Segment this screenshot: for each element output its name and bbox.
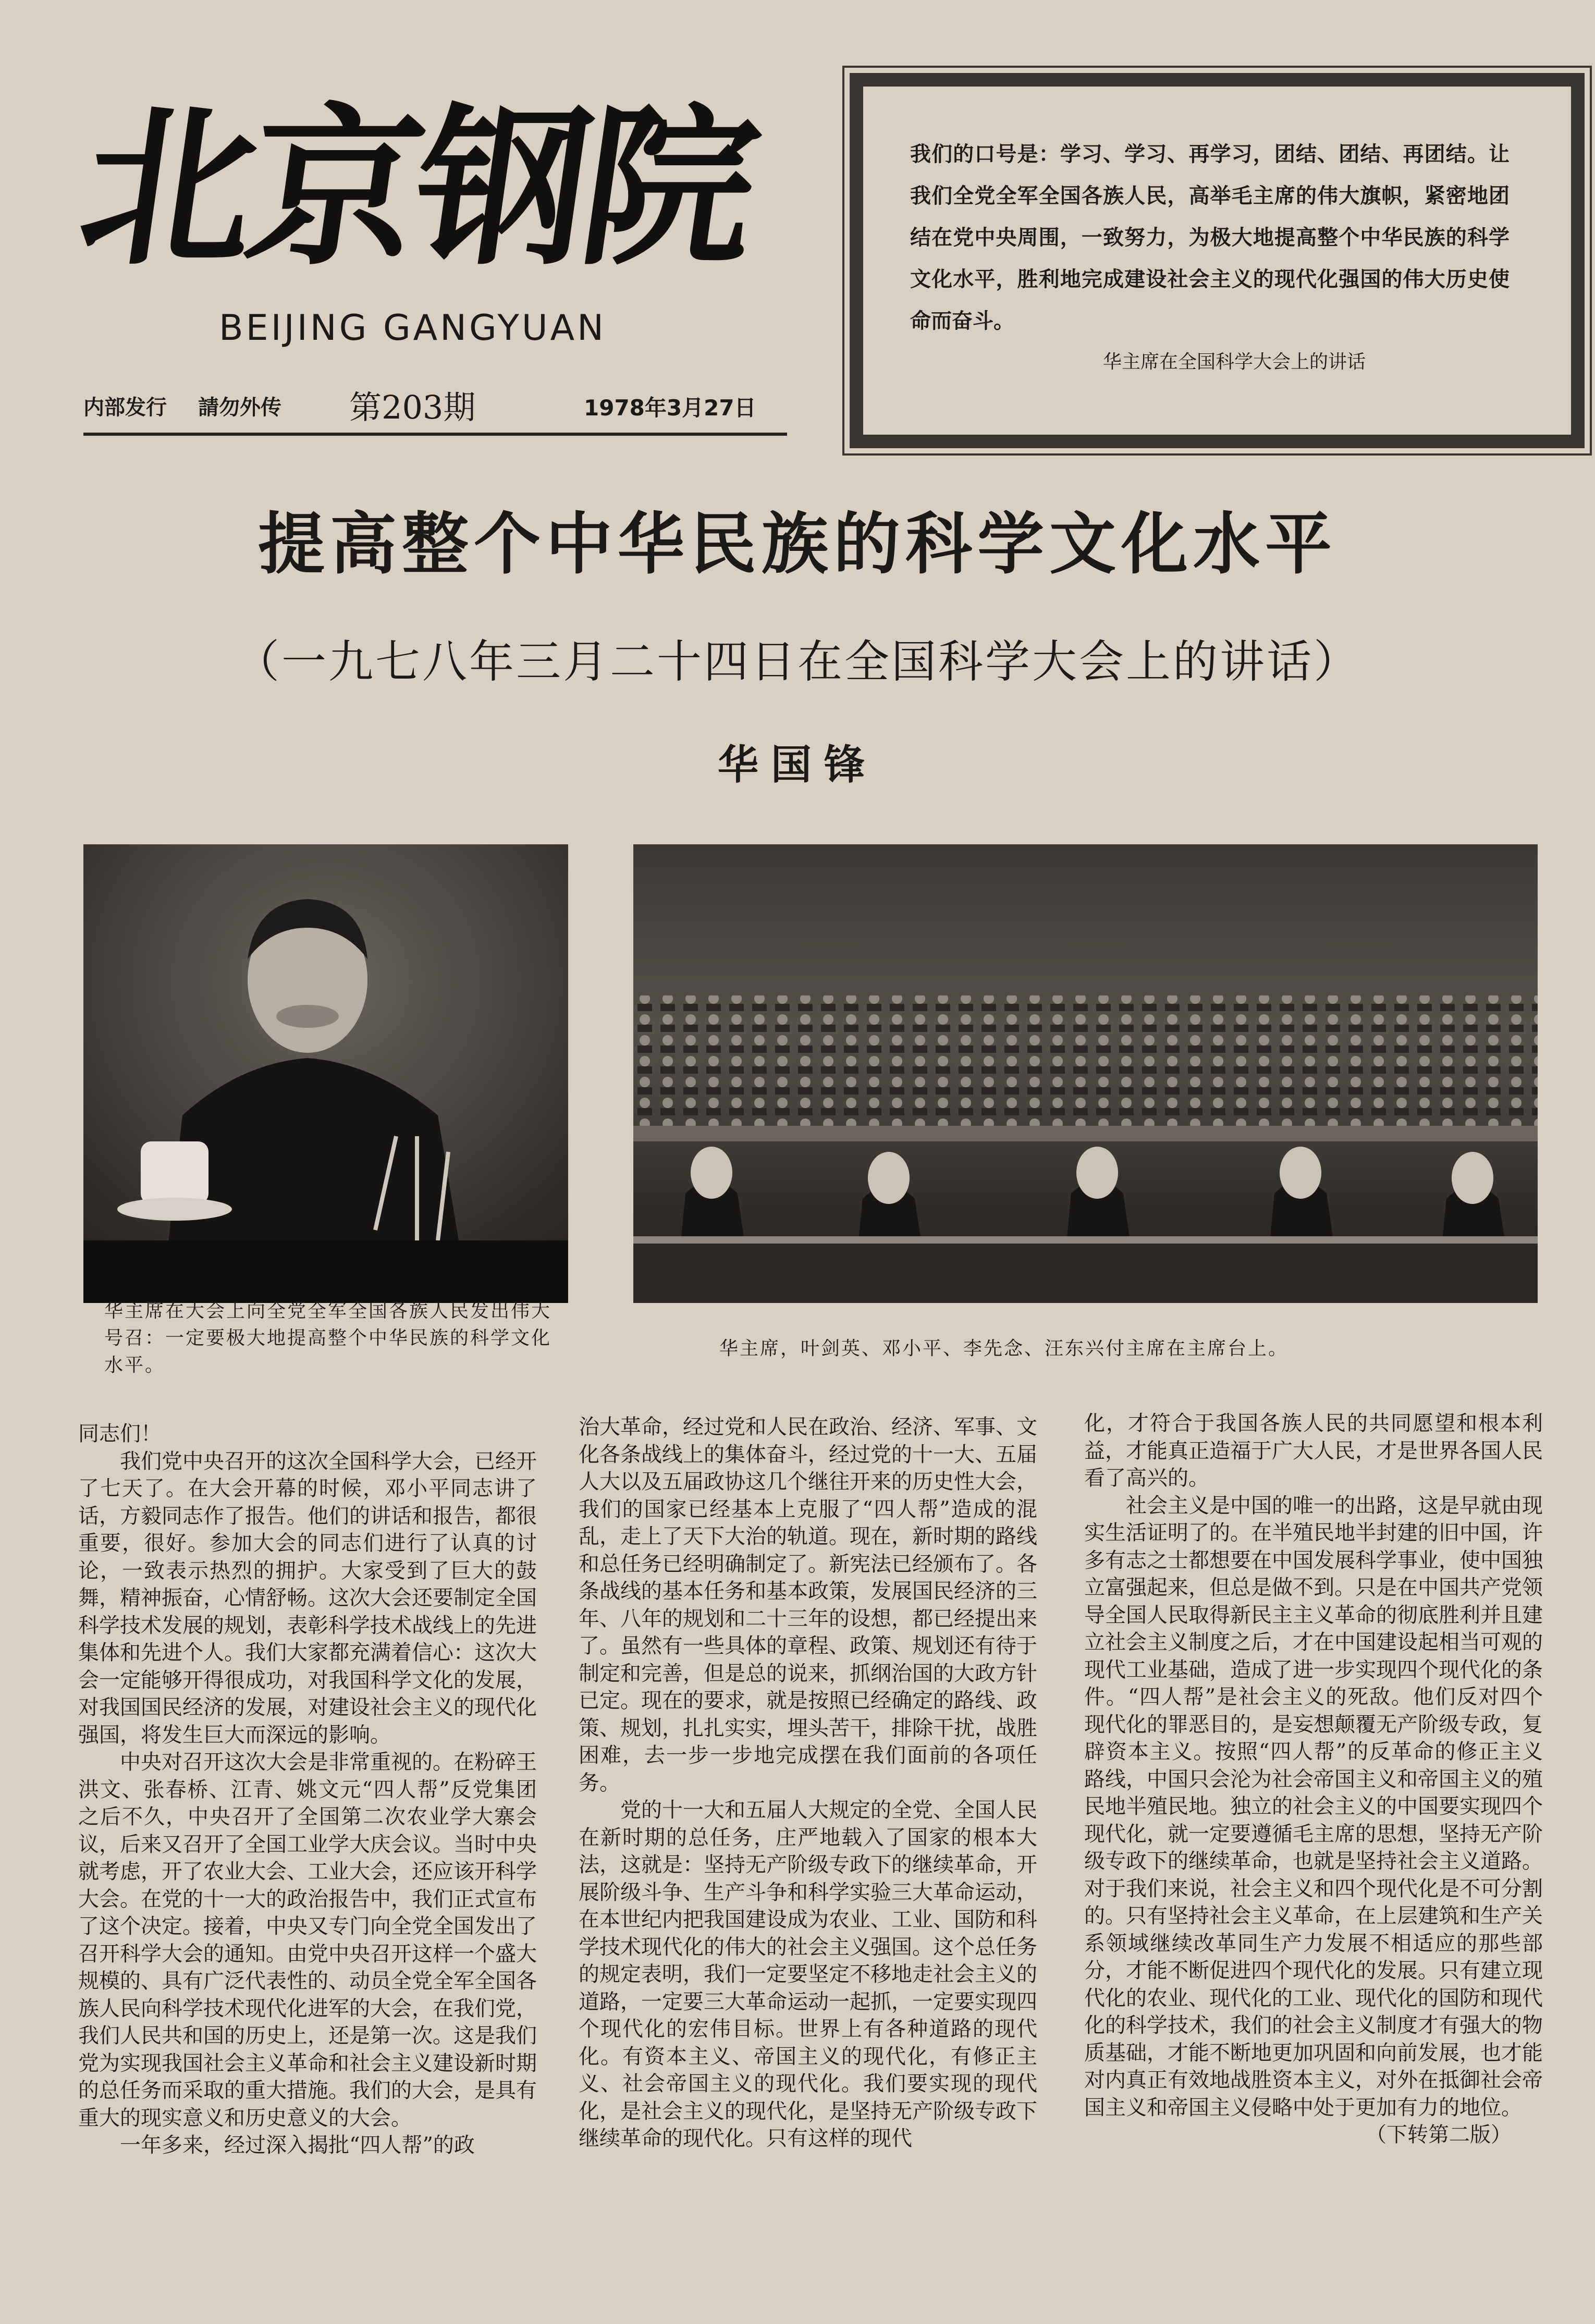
article-subheadline: （一九七八年三月二十四日在全国科学大会上的讲话） — [235, 636, 1360, 688]
speaker-photo-image — [83, 844, 568, 1303]
paragraph: 一年多来，经过深入揭批“四人帮”的政 — [120, 2133, 475, 2157]
article-column-2 — [579, 1413, 1037, 2268]
paragraph: 党的十一大和五届人大规定的全党、全国人民在新时期的总任务，庄严地载入了国家的根本大法，这就是：坚持无产阶级专政下的继续革命，开展阶级斗争、生产斗争和科学实验三大革命运动，在本世纪内把我国建设成为农业、工业、国防和科学技术现代化的伟大的社会主义强国。这个总任务的规定表明，我们一定要坚定不移地走社会主义的道路，一定要三大革命运动一起抓，一定要实现四个现代化的宏伟目标。世界上有各种道路的现代化。有资本主义、帝国主义的现代化，有修正主义、社会帝国主义的现代化。我们要实现的现代化，是社会主义的现代化，是坚持无产阶级专政下继续革命的现代化。只有这样的现代 — [579, 1798, 1037, 2150]
article-column-3 — [1084, 1410, 1543, 2265]
issue-date: 1978年3月27日 — [584, 395, 756, 421]
slogan-text: 我们的口号是：学习、学习、再学习，团结、团结、再团结。让我们全党全军全国各族人民，高举毛主席的伟大旗帜，紧密地团结在党中央周围，一致努力，为极大地提高整个中华民族的科学文化水平，胜利地完成建设社会主义的现代化强国的伟大历史使命而奋斗。 — [910, 142, 1510, 333]
paragraph: 治大革命，经过党和人民在政治、经济、军事、文化各条战线上的集体奋斗，经过党的十一大、五届人大以及五届政协这几个继往开来的历史性大会，我们的国家已经基本上克服了“四人帮”造成的混乱，走上了天下大治的轨道。现在，新时期的路线和总任务已经明确制定了。新宪法已经颁布了。各条战线的基本任务和基本政策，发展国民经济的三年、八年的规划和二十三年的设想，都已经提出来了。虽然有一些具体的章程、政策、规划还有待于制定和完善，但是总的说来，抓纲治国的大政方针已定。现在的要求，就是按照已经确定的路线、政策、规划，扎扎实实，埋头苦干，排除干扰，战胜困难，去一步一步地完成摆在我们面前的各项任务。 — [579, 1415, 1037, 1795]
paragraph: 社会主义是中国的唯一的出路，这是早就由现实生活证明了的。在半殖民地半封建的旧中国，许多有志之士都想要在中国发展科学事业，使中国独立富强起来，但总是做不到。只是在中国共产党领导全国人民取得新民主主义革命的彻底胜利并且建立社会主义制度之后，才在中国建设起相当可观的现代工业基础，造成了进一步实现四个现代化的条件。“四人帮”是社会主义的死敌。他们反对四个现代化的罪恶目的，是妄想颠覆无产阶级专政，复辟资本主义。按照“四人帮”的反革命的修正主义路线，中国只会沦为社会帝国主义和帝国主义的殖民地半殖民地。独立的社会主义的中国要实现四个现代化，就一定要遵循毛主席的思想，坚持无产阶级专政下的继续革命，也就是坚持社会主义道路。对于我们来说，社会主义和四个现代化是不可分割的。只有坚持社会主义革命，在上层建筑和生产关系领域继续改革同生产力发展不相适应的那些部分，才能不断促进四个现代化的发展。只有建立现代化的农业、现代化的工业、现代化的国防和现代化的科学技术，我们的社会主义制度才有强大的物质基础，才能不断地更加巩固和向前发展，也才能对内真正有效地战胜资本主义，对外在抵御社会帝国主义和帝国主义侵略中处于更加有力的地位。 — [1084, 1493, 1543, 2120]
speaker-photo — [83, 844, 568, 1303]
masthead-info-bar — [83, 386, 787, 436]
salutation: 同志们！ — [78, 1422, 162, 1446]
masthead-pinyin: BEIJING GANGYUAN — [219, 308, 607, 349]
article-column-1 — [78, 1420, 537, 2275]
paragraph: 化，才符合于我国各族人民的共同愿望和根本利益，才能真正造福于广大人民，才是世界各国人民看了高兴的。 — [1084, 1411, 1543, 1490]
photo-right-caption: 华主席，叶剑英、邓小平、李先念、汪东兴付主席在主席台上。 — [719, 1338, 1289, 1359]
rostrum-photo — [633, 844, 1538, 1303]
masthead-title: 北京钢院 — [69, 87, 765, 289]
article-byline: 华国锋 — [717, 742, 877, 789]
rostrum-photo-image — [633, 844, 1538, 1303]
photo-left-caption: 华主席在大会上向全党全军全国各族人民发出伟大号召：一定要极大地提高整个中华民族的科学文化水平。 — [104, 1300, 552, 1376]
slogan-source: 华主席在全国科学大会上的讲话 — [1103, 351, 1366, 373]
slogan-box — [850, 73, 1585, 448]
article-headline: 提高整个中华民族的科学文化水平 — [257, 506, 1337, 583]
continued-notice: （下转第二版） — [1366, 2123, 1512, 2147]
no-leak-label: 請勿外传 — [198, 396, 281, 420]
paragraph: 中央对召开这次大会是非常重视的。在粉碎王洪文、张春桥、江青、姚文元“四人帮”反党集团之后不久，中央召开了全国第二次农业学大寨会议，后来又召开了全国工业学大庆会议。当时中央就考虑，开了农业大会、工业大会，还应该开科学大会。在党的十一大的政治报告中，我们正式宣布了这个决定。接着，中央又专门向全党全国发出了召开科学大会的通知。由党中央召开这样一个盛大规模的、具有广泛代表性的、动员全党全军全国各族人民向科学技术现代化进军的大会，在我们党，我们人民共和国的历史上，还是第一次。这是我们党为实现我国社会主义革命和社会主义建设新时期的总任务而采取的重大措施。我们的大会，是具有重大的现实意义和历史意义的大会。 — [78, 1750, 537, 2130]
internal-distribution-label: 内部发行 — [83, 396, 167, 420]
paragraph: 我们党中央召开的这次全国科学大会，已经开了七天了。在大会开幕的时候，邓小平同志讲了话，方毅同志作了报告。他们的讲话和报告，都很重要，很好。参加大会的同志们进行了认真的讨论，一致表示热烈的拥护。大家受到了巨大的鼓舞，精神振奋，心情舒畅。这次大会还要制定全国科学技术发展的规划，表彰科学技术战线上的先进集体和先进个人。我们大家都充满着信心：这次大会一定能够开得很成功，对我国科学文化的发展，对我国国民经济的发展，对建设社会主义的现代化强国，将发生巨大而深远的影响。 — [78, 1449, 537, 1747]
issue-number: 第203期 — [349, 388, 476, 426]
